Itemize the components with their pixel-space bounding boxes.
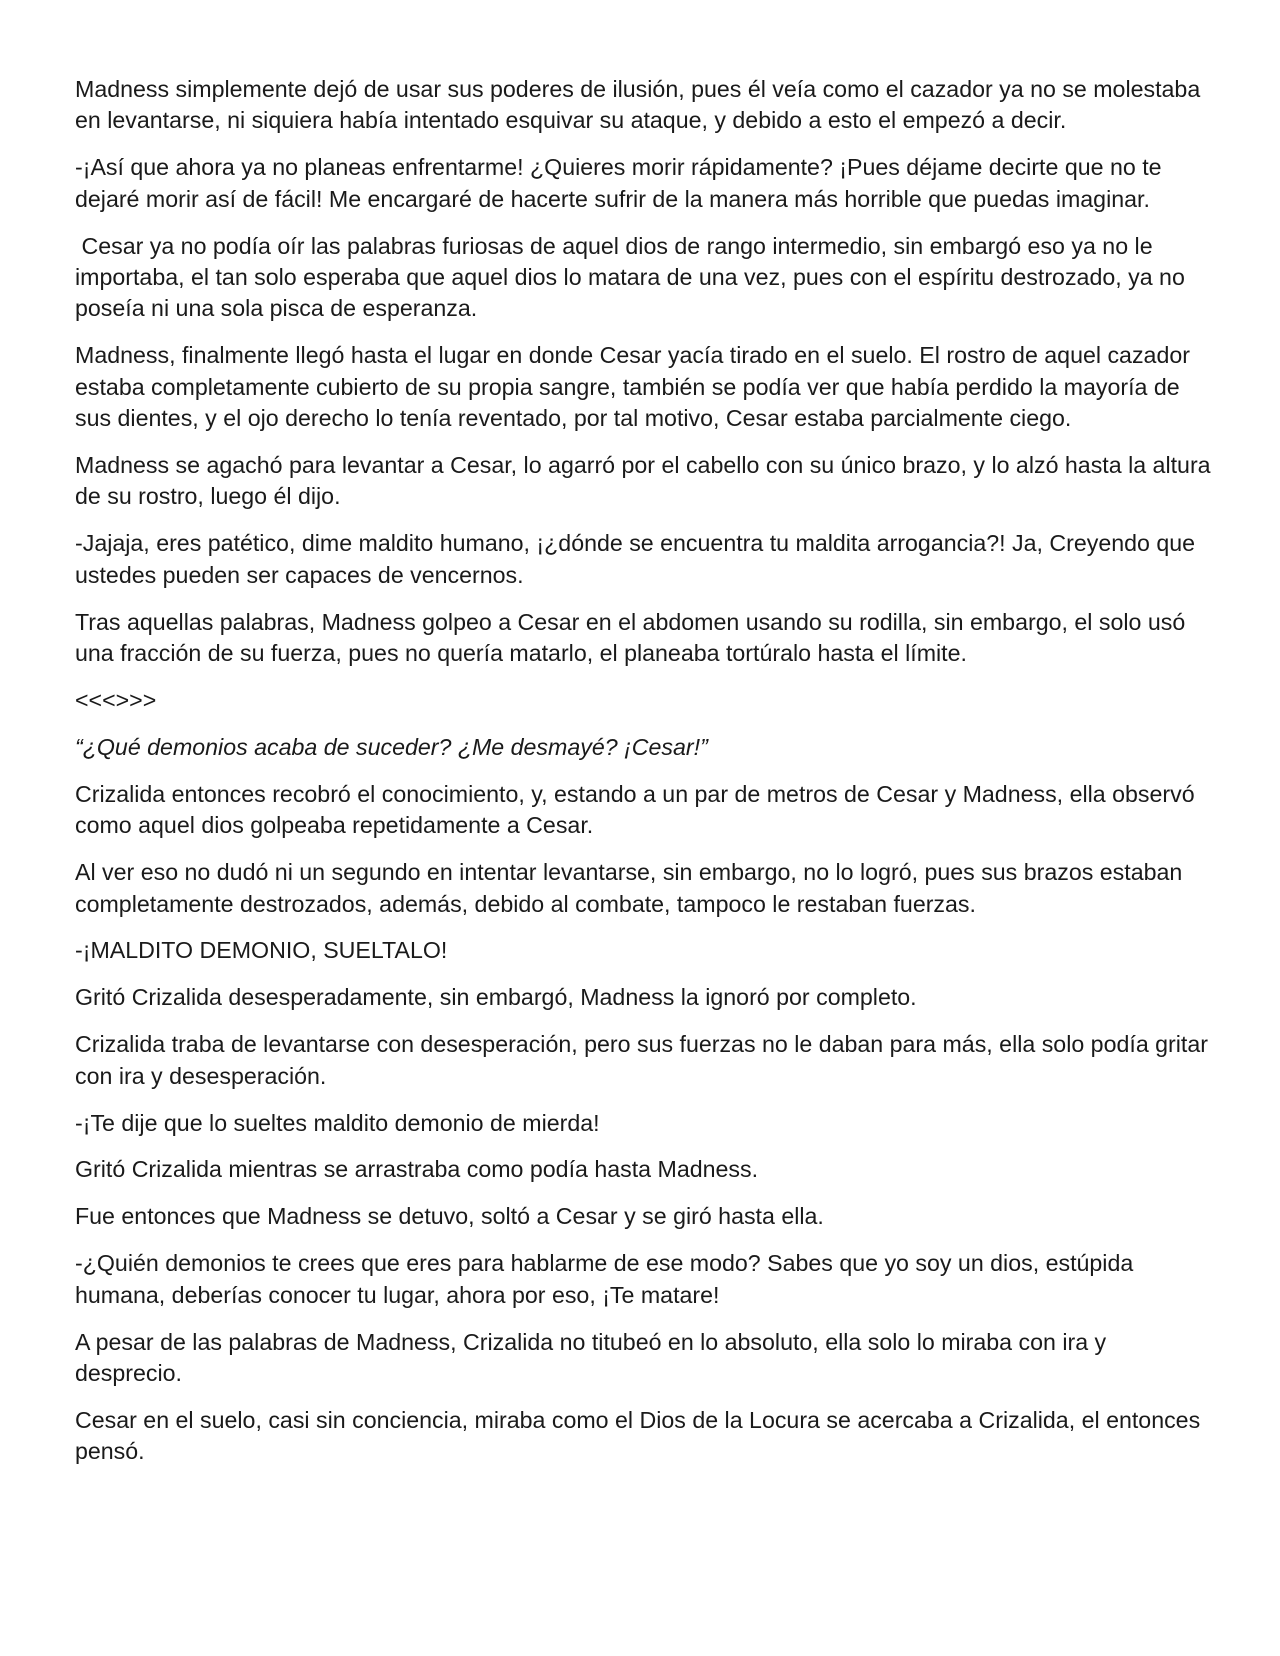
paragraph: Cesar en el suelo, casi sin conciencia, miraba como el Dios de la Locura se acercaba a Crizalida, el entonces pensó. [75, 1406, 1207, 1465]
scene-separator: <<<>>> [75, 687, 157, 713]
paragraph: -¿Quién demonios te crees que eres para hablarme de ese modo? Sabes que yo soy un dios, estúpida humana, deberías conocer tu lugar, ahora por eso, ¡Te matare! [75, 1250, 1140, 1308]
paragraph: Madness se agachó para levantar a Cesar, lo agarró por el cabello con su único brazo, y lo alzó hasta la altura de su rostro, luego él dijo. [75, 452, 1218, 510]
paragraph: -Jajaja, eres patético, dime maldito humano, ¡¿dónde se encuentra tu maldita arrogancia?! Ja, Creyendo que ustedes pueden ser capaces de vencernos. [75, 530, 1202, 588]
paragraph: Al ver eso no dudó ni un segundo en intentar levantarse, sin embargo, no lo logró, pues sus brazos estaban completamente destrozados, además, debido al combate, tampoco le restaban fuerzas. [75, 859, 1189, 917]
paragraph: Crizalida entonces recobró el conocimiento, y, estando a un par de metros de Cesar y Madness, ella observó como aquel dios golpeaba repetidamente a Cesar. [75, 780, 1202, 839]
paragraph: Fue entonces que Madness se detuvo, soltó a Cesar y se giró hasta ella. [75, 1203, 824, 1230]
paragraph: Madness simplemente dejó de usar sus poderes de ilusión, pues él veía como el cazador ya no se molestaba en levantarse, ni siquiera había intentado esquivar su ataque, y debido a esto el empezó a decir. [75, 76, 1207, 134]
paragraph: Crizalida traba de levantarse con desesperación, pero sus fuerzas no le daban para más, ella solo podía gritar con ira y desesperación. [75, 1031, 1215, 1089]
paragraph: Madness, finalmente llegó hasta el lugar en donde Cesar yacía tirado en el suelo. El rostro de aquel cazador estaba completamente cubierto de su propia sangre, también se podía ver que había perdido la mayoría de sus dientes, y el ojo derecho lo tenía reventado, por tal motivo, Cesar estaba parcialmente ciego. [75, 342, 1197, 432]
paragraph: -¡Así que ahora ya no planeas enfrentarme! ¿Quieres morir rápidamente? ¡Pues déjame decirte que no te dejaré morir así de fácil! Me encargaré de hacerte sufrir de la manera más horrible que puedas imaginar. [75, 154, 1168, 212]
paragraph: A pesar de las palabras de Madness, Crizalida no titubeó en lo absoluto, ella solo lo miraba con ira y desprecio. [75, 1328, 1113, 1386]
paragraph: -¡Te dije que lo sueltes maldito demonio de mierda! [75, 1109, 600, 1136]
paragraph: Cesar ya no podía oír las palabras furiosas de aquel dios de rango intermedio, sin embargó eso ya no le importaba, el tan solo esperaba que aquel dios lo matara de una vez, pues con el espíritu destrozado, ya no poseía ni una sola pisca de esperanza. [75, 232, 1192, 322]
paragraph: Gritó Crizalida mientras se arrastraba como podía hasta Madness. [75, 1156, 759, 1183]
document-page [75, 74, 1218, 1483]
paragraph: Tras aquellas palabras, Madness golpeo a Cesar en el abdomen usando su rodilla, sin embargo, el solo usó una fracción de su fuerza, pues no quería matarlo, el planeaba tortúralo hasta el límite. [75, 608, 1192, 667]
paragraph: -¡MALDITO DEMONIO, SUELTALO! [75, 937, 448, 964]
inner-thought-paragraph: “¿Qué demonios acaba de suceder? ¿Me desmayé? ¡Cesar!” [75, 733, 708, 760]
paragraph: Gritó Crizalida desesperadamente, sin embargó, Madness la ignoró por completo. [75, 984, 917, 1011]
